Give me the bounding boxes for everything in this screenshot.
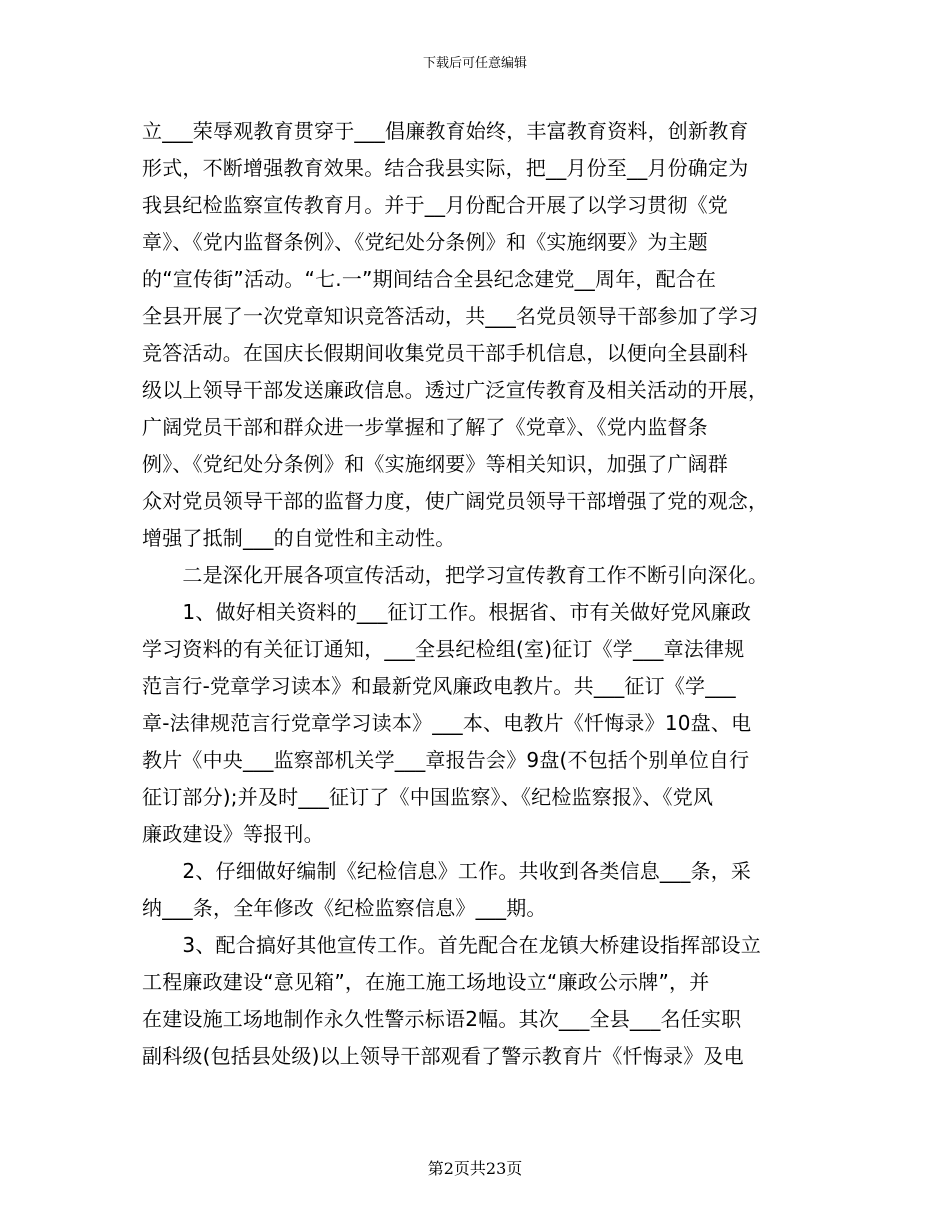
body-line: 范言行-党章学习读本》和最新党风廉政电教片。共___征订《学___	[142, 674, 736, 698]
body-line: 竞答活动。在国庆长假期间收集党员干部手机信息，以便向全县副科	[142, 341, 748, 365]
body-line: 2、仔细做好编制《纪检信息》工作。共收到各类信息___条，采	[142, 859, 752, 883]
body-line: 章》、《党内监督条例》、《党纪处分条例》和《实施纲要》为主题	[142, 230, 708, 254]
body-line: 副科级(包括县处级)以上领导干部观看了警示教育片《忏悔录》及电	[142, 1044, 744, 1068]
body-line: 学习资料的有关征订通知，___全县纪检组(室)征订《学___章法律规	[142, 637, 745, 661]
body-line: 形式，不断增强教育效果。结合我县实际，把__月份至__月份确定为	[142, 156, 749, 180]
document-body	[142, 113, 814, 1075]
body-line: 1、做好相关资料的___征订工作。根据省、市有关做好党风廉政	[142, 600, 752, 624]
body-line: 全县开展了一次党章知识竞答活动，共___名党员领导干部参加了学习	[142, 304, 759, 328]
body-line: 二是深化开展各项宣传活动，把学习宣传教育工作不断引向深化。	[142, 563, 769, 587]
page-header: 下载后可任意编辑	[422, 56, 527, 71]
body-line: 纳___条，全年修改《纪检监察信息》___期。	[142, 896, 547, 920]
body-line: 级以上领导干部发送廉政信息。透过广泛宣传教育及相关活动的开展，	[142, 378, 769, 402]
body-line: 例》、《党纪处分条例》和《实施纲要》等相关知识，加强了广阔群	[142, 452, 728, 476]
body-line: 我县纪检监察宣传教育月。并于__月份配合开展了以学习贯彻《党	[142, 193, 728, 217]
body-line: 工程廉政建设“意见箱”，在施工施工场地设立“廉政公示牌”，并	[142, 970, 710, 994]
body-line: 增强了抵制___的自觉性和主动性。	[142, 526, 456, 550]
body-line: 廉政建设》等报刊。	[142, 822, 324, 846]
body-line: 3、配合搞好其他宣传工作。首先配合在龙镇大桥建设指挥部设立	[142, 933, 761, 957]
body-line: 章-法律规范言行党章学习读本》___本、电教片《忏悔录》10盘、电	[142, 711, 752, 735]
body-line: 广阔党员干部和群众进一步掌握和了解了《党章》、《党内监督条	[142, 415, 708, 439]
body-line: 征订部分);并及时___征订了《中国监察》、《纪检监察报》、《党风	[142, 785, 714, 809]
body-line: 的“宣传街”活动。“七.一”期间结合全县纪念建党__周年，配合在	[142, 267, 717, 291]
body-line: 教片《中央___监察部机关学___章报告会》9盘(不包括个别单位自行	[142, 748, 750, 772]
body-line: 立___荣辱观教育贯穿于___倡廉教育始终，丰富教育资料，创新教育	[142, 119, 749, 143]
page-footer: 第2页共23页	[427, 1159, 523, 1178]
body-line: 众对党员领导干部的监督力度，使广阔党员领导干部增强了党的观念，	[142, 489, 769, 513]
body-line: 在建设施工场地制作永久性警示标语2幅。其次___全县___名任实职	[142, 1007, 742, 1031]
